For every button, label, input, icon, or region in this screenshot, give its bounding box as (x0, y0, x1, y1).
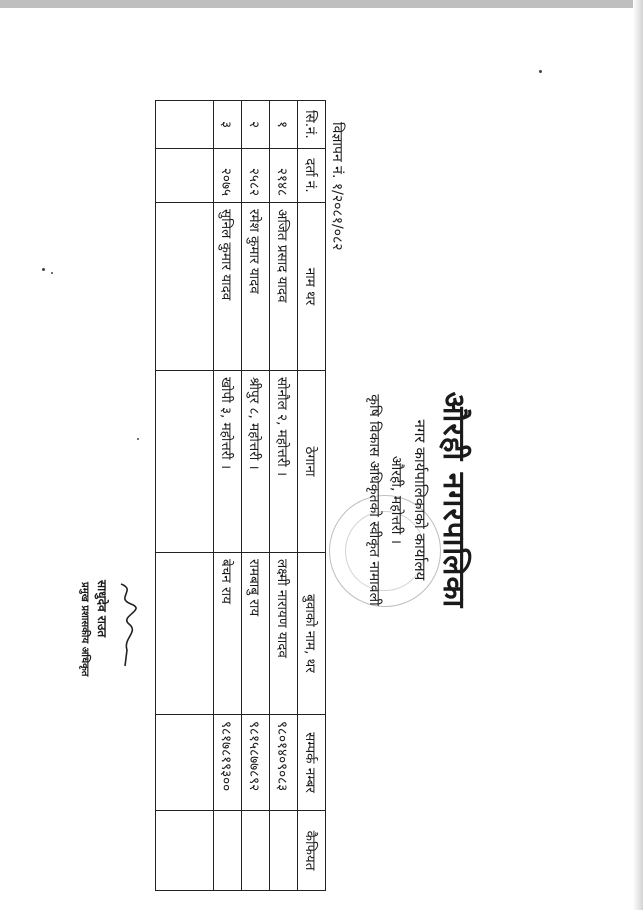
cell-serial: १ (270, 101, 298, 149)
cell-father-name: बेचन राय (214, 553, 242, 715)
col-remarks: कैफियत (298, 811, 326, 891)
cell-contact: ९८१७८१९३०० (214, 715, 242, 811)
cell-empty (156, 149, 214, 203)
cell-name: सुनिल कुमार यादव (214, 203, 242, 371)
col-name: नाम थर (298, 203, 326, 371)
table-row-blank (156, 101, 214, 891)
cell-remarks (214, 811, 242, 891)
signatory-name: साधुदेव राउत (95, 580, 109, 638)
signatory-title: प्रमुख प्रशासकीय अधिकृत (79, 582, 90, 677)
cell-registration: २१४८ (270, 149, 298, 203)
cell-address: श्रीपुर ८, महोत्तरी । (242, 371, 270, 553)
cell-contact: ९८०१४०९०८३ (270, 715, 298, 811)
col-serial: सि.नं. (298, 101, 326, 149)
cell-empty (156, 553, 214, 715)
scan-speck (539, 70, 542, 73)
cell-empty (156, 101, 214, 149)
document-subject: कृषि विकास अधिकृतको स्वीकृत नामावली (366, 394, 382, 606)
table-row (270, 101, 298, 891)
organization-title: औरही नगरपालिका (436, 391, 471, 609)
advertisement-number: विज्ञापन नं. १/२०८१/०८२ (329, 122, 345, 251)
cell-contact: ९८१५८७७८९२ (242, 715, 270, 811)
cell-empty (156, 811, 214, 891)
col-registration: दर्ता नं. (298, 149, 326, 203)
table-row (214, 101, 242, 891)
scan-edge-right (633, 0, 643, 910)
col-address: ठेगाना (298, 371, 326, 553)
cell-father-name: लक्ष्मी नारायण यादव (270, 553, 298, 715)
handwritten-signature (111, 580, 141, 670)
col-contact: सम्पर्क नम्बर (298, 715, 326, 811)
cell-name: अजित प्रसाद यादव (270, 203, 298, 371)
cell-registration: २०७५ (214, 149, 242, 203)
approved-candidates-table (155, 100, 326, 891)
cell-remarks (242, 811, 270, 891)
office-name: नगर कार्यपालिकाको कार्यालय (411, 419, 429, 581)
cell-serial: ३ (214, 101, 242, 149)
table-header-row (298, 101, 326, 891)
scan-edge-top (0, 0, 643, 8)
table-row (242, 101, 270, 891)
cell-registration: २५८२ (242, 149, 270, 203)
cell-remarks (270, 811, 298, 891)
cell-address: खोपी ३, महोत्तरी । (214, 371, 242, 553)
cell-empty (156, 715, 214, 811)
cell-father-name: रामबाबु राय (242, 553, 270, 715)
rotated-sheet (26, 100, 486, 900)
cell-address: सोनौल २, महोत्तरी । (270, 371, 298, 553)
cell-empty (156, 203, 214, 371)
cell-empty (156, 371, 214, 553)
col-father-name: बुवाको नाम, थर (298, 553, 326, 715)
cell-name: रमेश कुमार यादव (242, 203, 270, 371)
cell-serial: २ (242, 101, 270, 149)
office-address: औरही, महोत्तरी । (388, 455, 404, 545)
